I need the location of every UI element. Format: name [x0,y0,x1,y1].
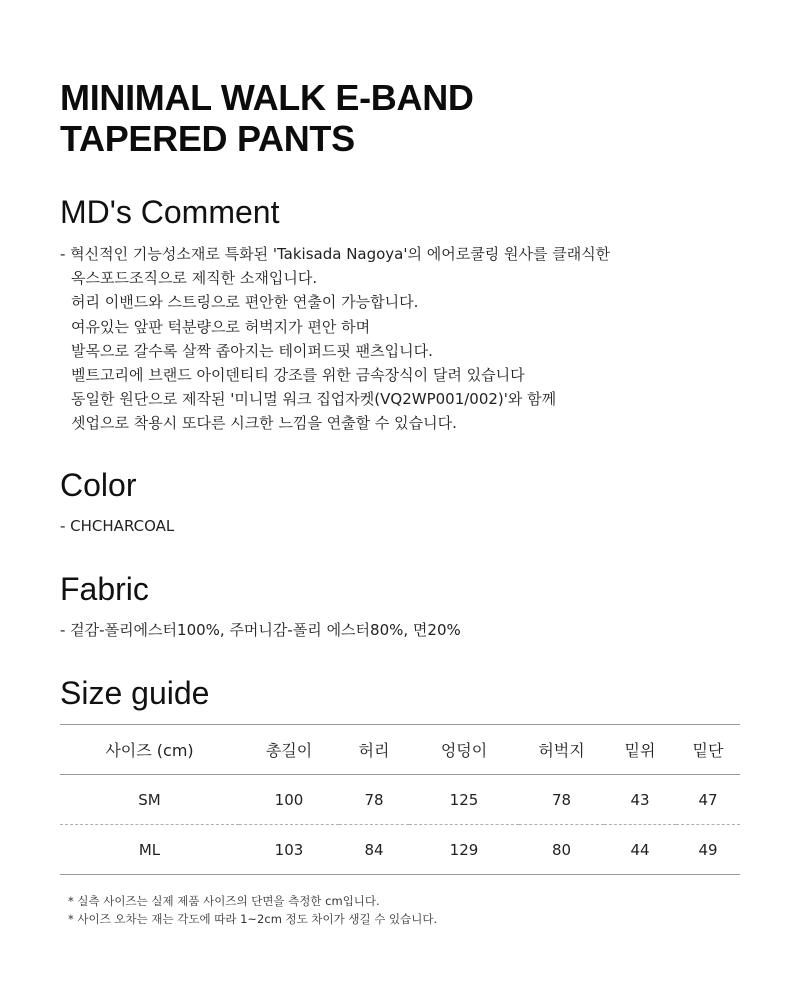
table-cell-size: SM [60,775,239,825]
md-comment-line: - 혁신적인 기능성소재로 특화된 'Takisada Nagoya'의 에어로쿨링 원사를 클래식한 [60,245,611,263]
table-cell: 43 [604,775,676,825]
column-header-hip: 엉덩이 [409,725,519,775]
size-table-header-row [60,725,740,775]
table-cell: 103 [239,825,339,875]
table-cell: 80 [519,825,604,875]
fabric-heading: Fabric [60,571,149,607]
table-row [60,825,740,875]
column-header-hem: 밑단 [676,725,740,775]
md-comment-line: 여유있는 앞판 턱분량으로 허벅지가 편안 하며 [71,317,371,336]
table-cell: 125 [409,775,519,825]
md-comment-line: 발목으로 갈수록 살짝 좁아지는 테이퍼드핏 팬츠입니다. [71,341,433,360]
product-title [60,77,474,159]
table-cell-size: ML [60,825,239,875]
md-comment-line: 셋업으로 착용시 또다른 시크한 느낌을 연출할 수 있습니다. [71,414,457,433]
size-notes [68,892,437,928]
table-row [60,775,740,825]
size-guide-table [60,724,740,875]
product-title-line-1: MINIMAL WALK E-BAND [60,77,474,118]
md-comment-line: 옥스포드조직으로 제직한 소재입니다. [71,269,318,288]
size-note: * 실측 사이즈는 실제 제품 사이즈의 단면을 측정한 cm입니다. [68,894,380,908]
table-cell: 78 [519,775,604,825]
color-heading: Color [60,467,137,503]
product-title-line-2: TAPERED PANTS [60,118,355,159]
md-comment-line: 벨트고리에 브랜드 아이덴티티 강조를 위한 금속장식이 달려 있습니다 [71,365,525,384]
fabric-value: - 겉감-폴리에스터100%, 주머니감-폴리 에스터80%, 면20% [60,621,461,639]
column-header-waist: 허리 [339,725,409,775]
md-comment-heading: MD's Comment [60,194,280,230]
size-guide-heading: Size guide [60,675,210,711]
color-value: - CHCHARCOAL [60,517,175,535]
md-comment-list [60,242,610,436]
table-cell: 78 [339,775,409,825]
table-cell: 100 [239,775,339,825]
column-header-size: 사이즈 (cm) [60,725,239,775]
table-cell: 49 [676,825,740,875]
md-comment-line: 동일한 원단으로 제작된 '미니멀 워크 집업자켓(VQ2WP001/002)'와 함께 [71,390,557,409]
size-note: * 사이즈 오차는 재는 각도에 따라 1~2cm 정도 차이가 생길 수 있습니다. [68,912,438,926]
table-cell: 129 [409,825,519,875]
column-header-rise: 밑위 [604,725,676,775]
table-cell: 44 [604,825,676,875]
table-cell: 84 [339,825,409,875]
column-header-thigh: 허벅지 [519,725,604,775]
column-header-total-length: 총길이 [239,725,339,775]
md-comment-line: 허리 이밴드와 스트링으로 편안한 연출이 가능합니다. [71,293,419,312]
table-cell: 47 [676,775,740,825]
